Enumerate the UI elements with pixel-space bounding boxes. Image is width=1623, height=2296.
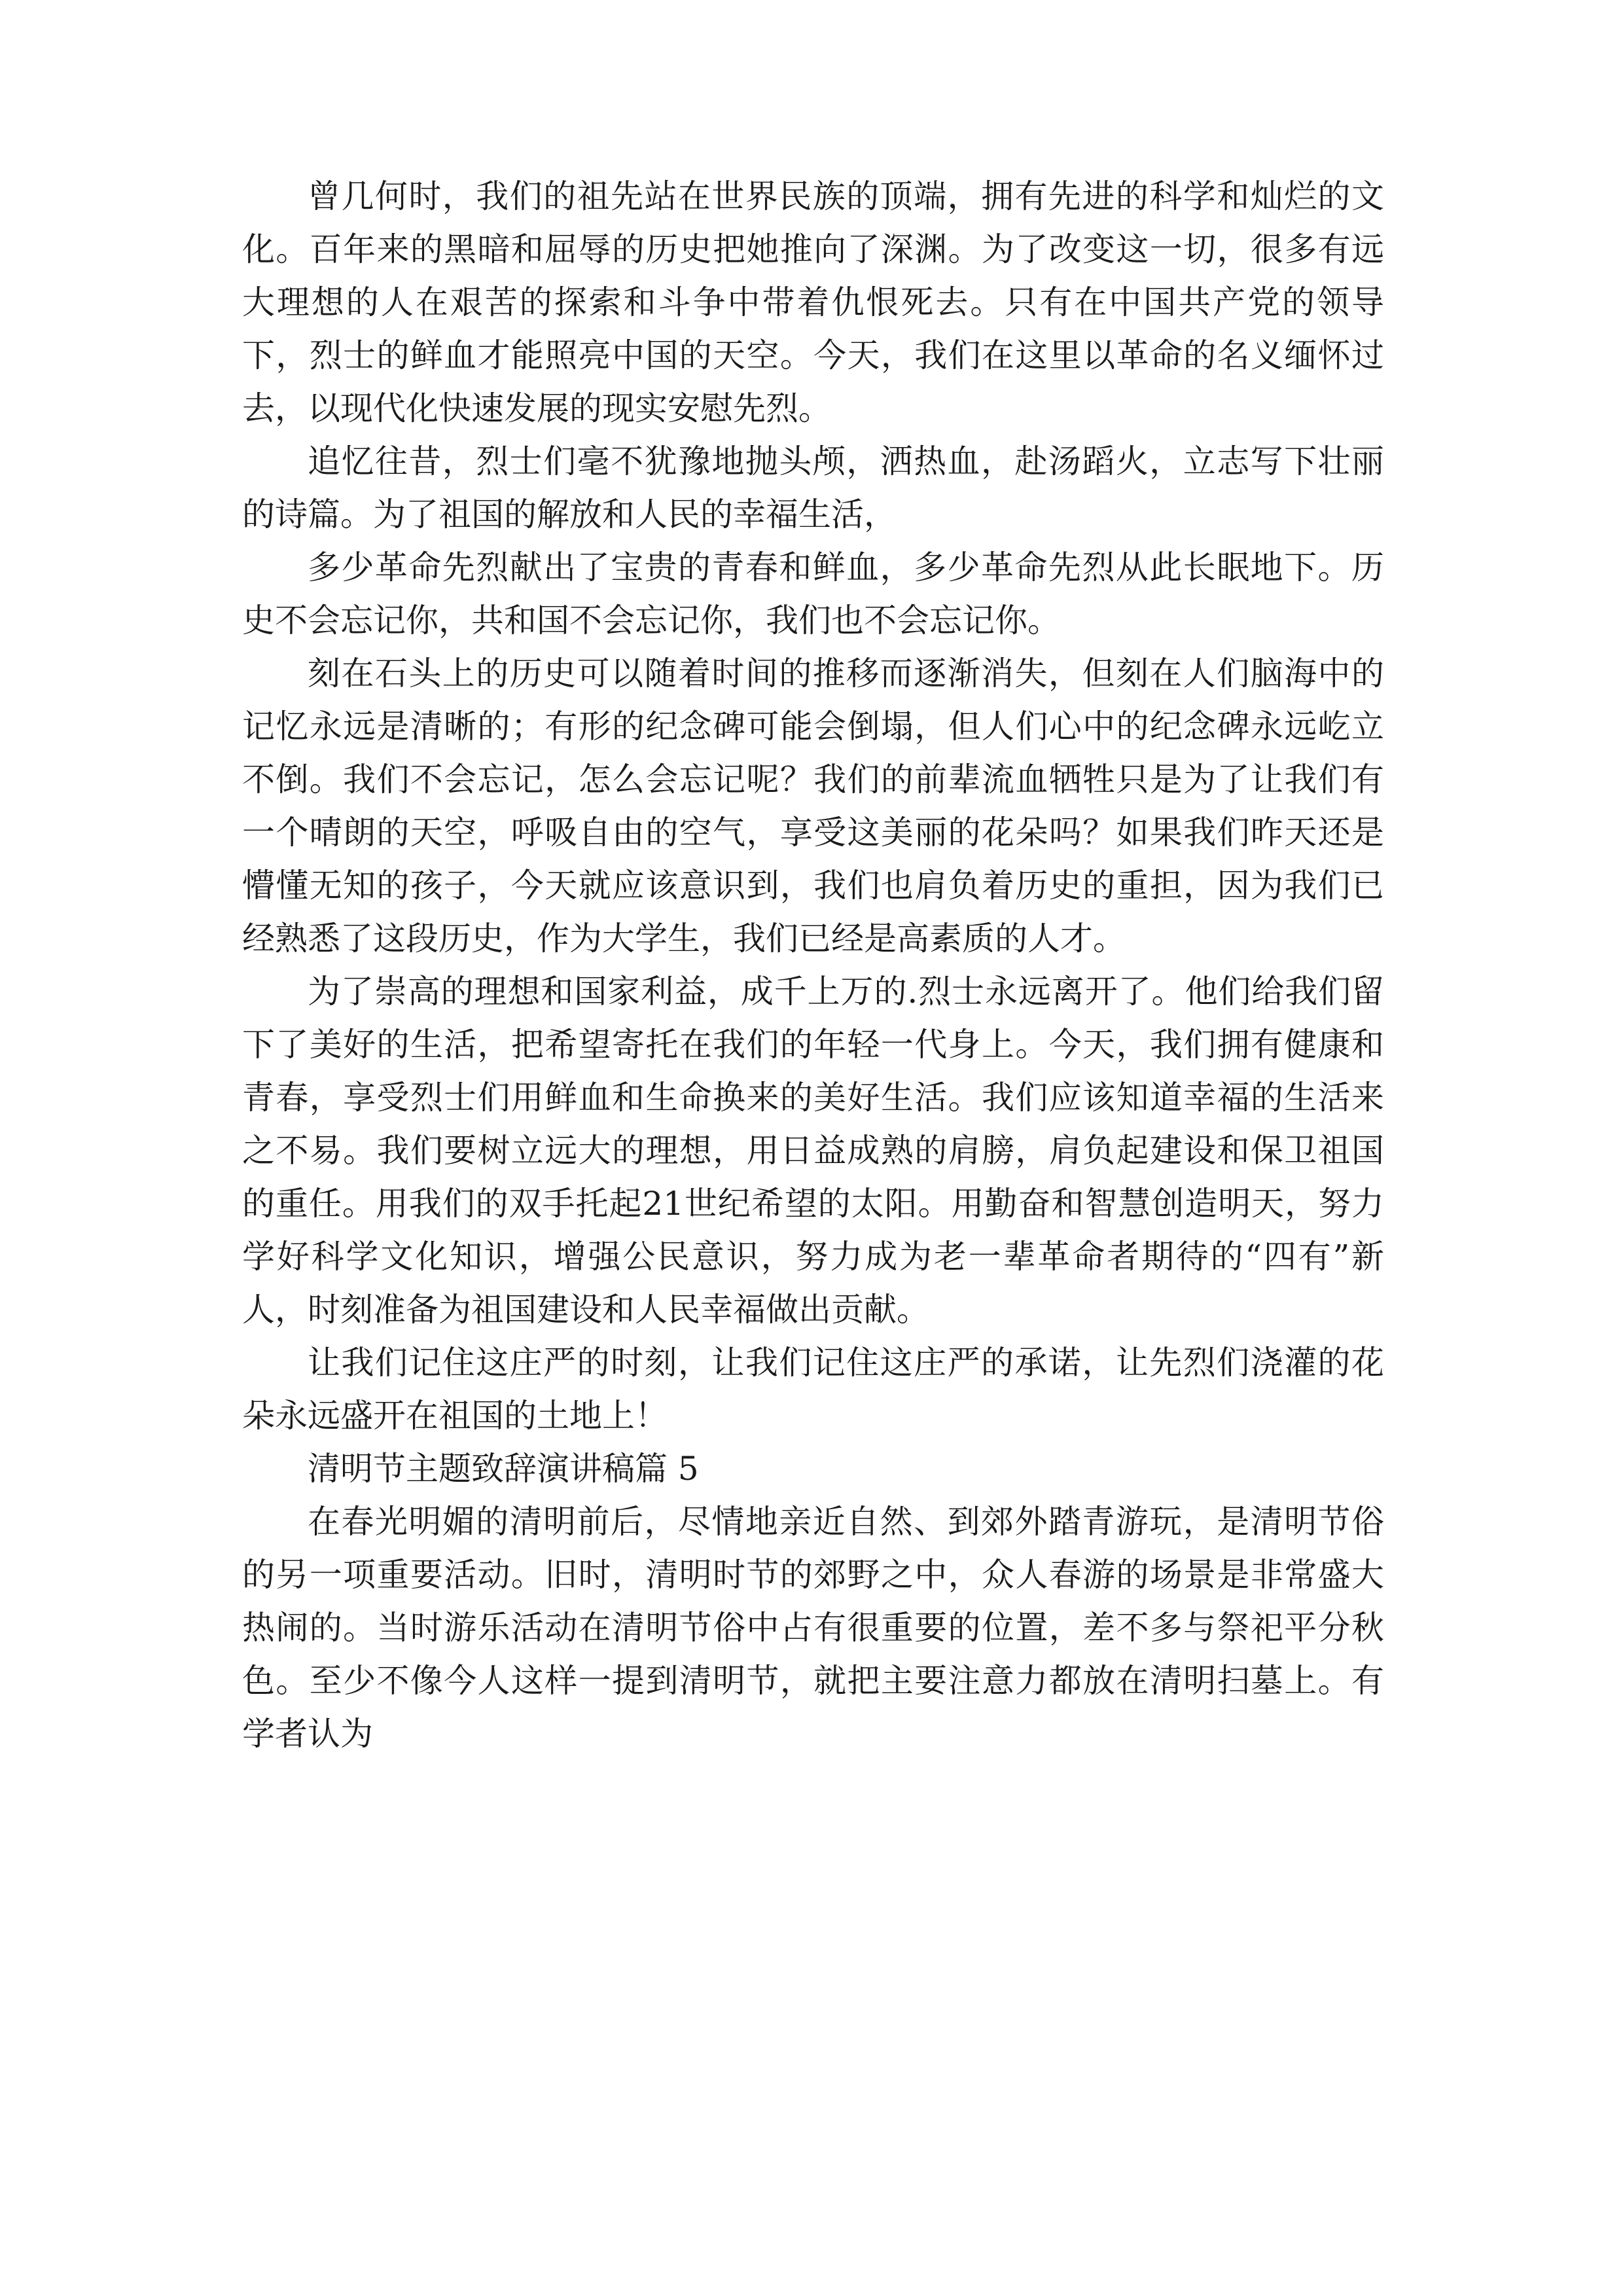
paragraph-solemn-moment: 让我们记住这庄严的时刻，让我们记住这庄严的承诺，让先烈们浇灌的花朵永远盛开在祖国的土地上！ <box>242 1344 1384 1435</box>
paragraph-recall-past: 追忆往昔，烈士们毫不犹豫地抛头颅，洒热血，赴汤蹈火，立志写下壮丽的诗篇。为了祖国的解放和人民的幸福生活， <box>242 442 1384 533</box>
paragraph-spring-outing: 在春光明媚的清明前后，尽情地亲近自然、到郊外踏青游玩，是清明节俗的另一项重要活动。旧时，清明时节的郊野之中，众人春游的场景是非常盛大热闹的。当时游乐活动在清明节俗中占有很重要的位置，差不多与祭祀平分秋色。至少不像今人这样一提到清明节，就把主要注意力都放在清明扫墓上。有学者认为 <box>242 1503 1384 1753</box>
paragraph-martyrs-sacrifice: 多少革命先烈献出了宝贵的青春和鲜血，多少革命先烈从此长眠地下。历史不会忘记你，共和国不会忘记你，我们也不会忘记你。 <box>242 548 1384 639</box>
document-body <box>242 170 1384 1761</box>
paragraph-lofty-ideals: 为了崇高的理想和国家利益，成千上万的.烈士永远离开了。他们给我们留下了美好的生活，把希望寄托在我们的年轻一代身上。今天，我们拥有健康和青春，享受烈士们用鲜血和生命换来的美好生活。我们应该知道幸福的生活来之不易。我们要树立远大的理想，用日益成熟的肩膀，肩负起建设和保卫祖国的重任。用我们的双手托起21世纪希望的太阳。用勤奋和智慧创造明天，努力学好科学文化知识，增强公民意识，努力成为老一辈革命者期待的“四有”新人，时刻准备为祖国建设和人民幸福做出贡献。 <box>242 973 1384 1329</box>
section-title: 清明节主题致辞演讲稿篇 5 <box>308 1450 699 1488</box>
paragraph-ancestors: 曾几何时，我们的祖先站在世界民族的顶端，拥有先进的科学和灿烂的文化。百年来的黑暗和屈辱的历史把她推向了深渊。为了改变这一切，很多有远大理想的人在艰苦的探索和斗争中带着仇恨死去。只有在中国共产党的领导下，烈士的鲜血才能照亮中国的天空。今天，我们在这里以革命的名义缅怀过去，以现代化快速发展的现实安慰先烈。 <box>242 177 1384 427</box>
paragraph-history-memory: 刻在石头上的历史可以随着时间的推移而逐渐消失，但刻在人们脑海中的记忆永远是清晰的；有形的纪念碑可能会倒塌，但人们心中的纪念碑永远屹立不倒。我们不会忘记，怎么会忘记呢？我们的前辈流血牺牲只是为了让我们有一个晴朗的天空，呼吸自由的空气，享受这美丽的花朵吗？如果我们昨天还是懵懂无知的孩子，今天就应该意识到，我们也肩负着历史的重担，因为我们已经熟悉了这段历史，作为大学生，我们已经是高素质的人才。 <box>242 655 1384 958</box>
